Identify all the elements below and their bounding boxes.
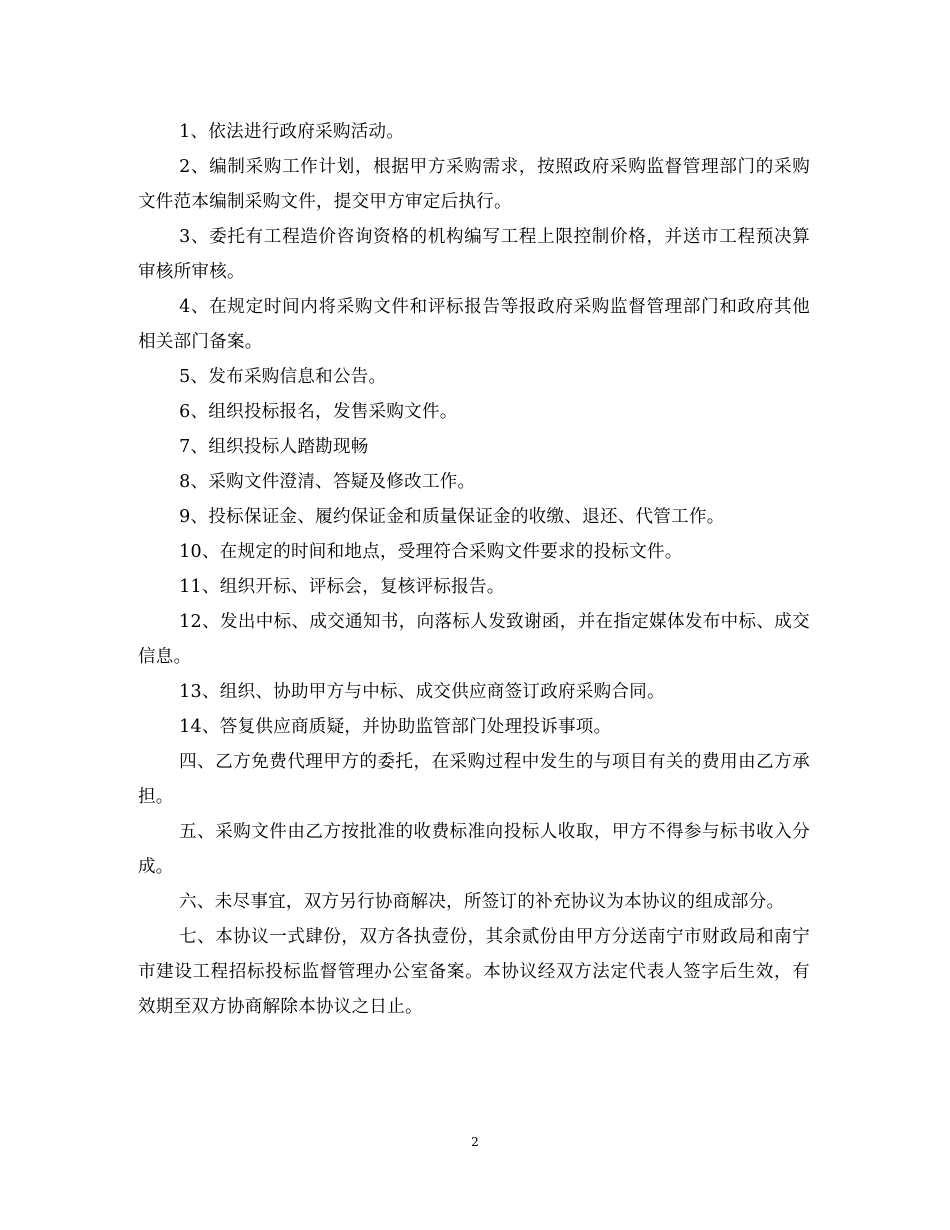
paragraph: 5、发布采购信息和公告。: [179, 367, 387, 387]
paragraph: 1、依法进行政府采购活动。: [179, 122, 405, 142]
paragraph: 11、组织开标、评标会，复核评标报告。: [179, 577, 505, 597]
paragraph: 7、组织投标人踏勘现畅: [179, 437, 369, 457]
paragraph: 8、采购文件澄清、答疑及修改工作。: [179, 472, 476, 492]
page-number: 2: [471, 1135, 479, 1149]
paragraph: 14、答复供应商质疑，并协助监管部门处理投诉事项。: [179, 717, 612, 737]
paragraph: 2、编制采购工作计划，根据甲方采购需求，按照政府采购监督管理部门的采购文件范本编制采购文件，提交甲方审定后执行。: [138, 157, 810, 212]
paragraph: 七、本协议一式肆份，双方各执壹份，其余贰份由甲方分送南宁市财政局和南宁市建设工程招标投标监督管理办公室备案。本协议经双方法定代表人签字后生效，有效期至双方协商解除本协议之日止。: [138, 927, 810, 1017]
paragraph: 9、投标保证金、履约保证金和质量保证金的收缴、退还、代管工作。: [179, 507, 725, 527]
paragraph: 12、发出中标、成交通知书，向落标人发致谢函，并在指定媒体发布中标、成交信息。: [138, 612, 810, 667]
paragraph: 五、采购文件由乙方按批准的收费标准向投标人收取，甲方不得参与标书收入分成。: [138, 822, 810, 877]
paragraph: 4、在规定时间内将采购文件和评标报告等报政府采购监督管理部门和政府其他相关部门备案。: [138, 297, 810, 352]
paragraph: 13、组织、协助甲方与中标、成交供应商签订政府采购合同。: [179, 682, 665, 702]
paragraph: 10、在规定的时间和地点，受理符合采购文件要求的投标文件。: [179, 542, 683, 562]
paragraph: 六、未尽事宜，双方另行协商解决，所签订的补充协议为本协议的组成部分。: [179, 892, 785, 912]
paragraph: 6、组织投标报名，发售采购文件。: [179, 402, 458, 422]
document-body: [138, 115, 810, 1025]
paragraph: 四、乙方免费代理甲方的委托，在采购过程中发生的与项目有关的费用由乙方承担。: [138, 752, 810, 807]
paragraph: 3、委托有工程造价咨询资格的机构编写工程上限控制价格，并送市工程预决算审核所审核。: [138, 227, 810, 282]
